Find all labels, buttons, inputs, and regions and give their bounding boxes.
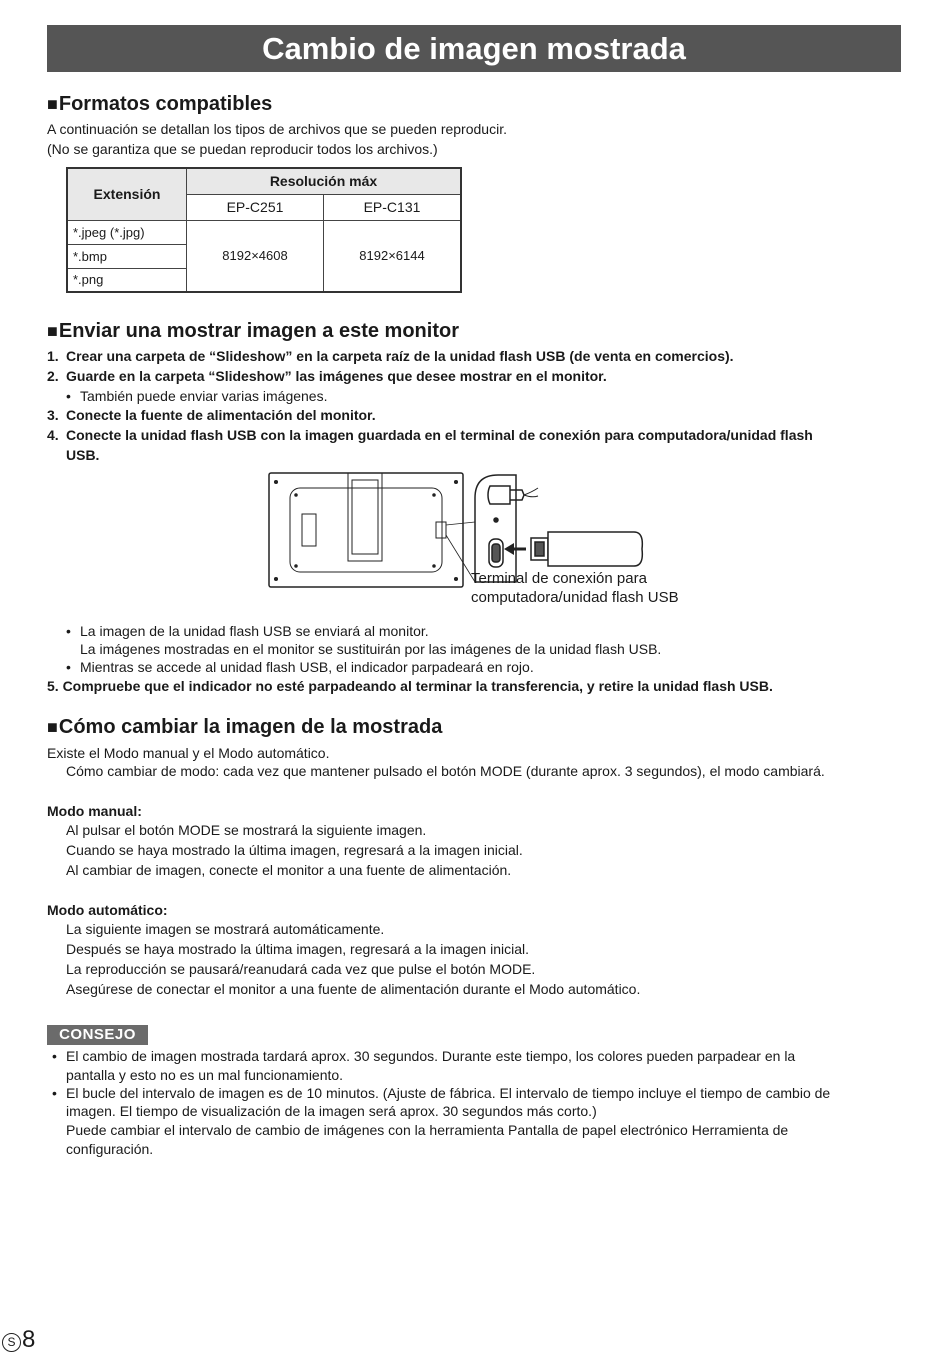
step-item: 5. Compruebe que el indicador no esté parpadeando al terminar la transferencia, y retire la unidad flash USB. (47, 678, 773, 694)
usb-flash-drive-icon (531, 532, 642, 566)
mode-line: La siguiente imagen se mostrará automáticamente. (66, 921, 385, 937)
language-mark: S (2, 1333, 21, 1352)
table-cell-resolution: 8192×6144 (324, 220, 462, 292)
table-cell-extension: *.png (67, 268, 187, 292)
table-cell-resolution: 8192×4608 (187, 220, 324, 292)
step-note (66, 386, 327, 406)
table-cell-extension: *.bmp (67, 244, 187, 268)
bullet: • (52, 1048, 57, 1064)
step-item (47, 425, 813, 445)
tip-text: El bucle del intervalo de imagen es de 10 minutos. (Ajuste de fábrica. El intervalo de tiempo incluye el tiempo de cambio de (66, 1085, 831, 1101)
paragraph: Cómo cambiar de modo: cada vez que mantener pulsado el botón MODE (durante aprox. 3 segundos), el modo cambiará. (66, 763, 825, 779)
note-item (66, 657, 534, 677)
note-text: La imagen de la unidad flash USB se enviará al monitor. (80, 623, 429, 639)
step-item (47, 346, 734, 366)
arrow-left-icon (504, 543, 526, 555)
mode-title-auto: Modo automático: (47, 902, 168, 918)
square-bullet-icon: ■ (47, 321, 58, 341)
mode-line: Al pulsar el botón MODE se mostrará la siguiente imagen. (66, 822, 427, 838)
figure-caption: computadora/unidad flash USB (471, 589, 679, 606)
section-heading-text: Cómo cambiar la imagen de la mostrada (58, 716, 443, 738)
section-heading-text: Formatos compatibles (58, 93, 273, 115)
page-title: Cambio de imagen mostrada (47, 25, 901, 72)
section-heading-formats (47, 93, 272, 116)
power-plug-icon (488, 486, 538, 504)
step-number: 4. (47, 427, 59, 443)
tip-text: El cambio de imagen mostrada tardará aprox. 30 segundos. Durante este tiempo, los colores pueden parpadear en la (66, 1048, 796, 1064)
bullet: • (66, 388, 71, 404)
page-number: 8 (22, 1326, 36, 1353)
step-text: Guarde en la carpeta “Slideshow” las imágenes que desee mostrar en el monitor. (66, 368, 607, 384)
table-header-resolution: Resolución máx (187, 168, 462, 194)
tip-text: configuración. (66, 1141, 154, 1157)
table-header-model: EP-C131 (324, 194, 462, 220)
mode-line: La reproducción se pausará/reanudará cada vez que pulse el botón MODE. (66, 961, 536, 977)
mode-title-manual: Modo manual: (47, 803, 142, 819)
note-item (66, 621, 429, 641)
step-text: Crear una carpeta de “Slideshow” en la carpeta raíz de la unidad flash USB (de venta en comercios). (66, 348, 734, 364)
mode-line: Al cambiar de imagen, conecte el monitor a una fuente de alimentación. (66, 862, 512, 878)
section-heading-change (47, 716, 442, 739)
table-header-model: EP-C251 (187, 194, 324, 220)
note-text: La imágenes mostradas en el monitor se sustituirán por las imágenes de la unidad flash USB. (80, 641, 662, 657)
table-header-extension: Extensión (67, 168, 187, 220)
square-bullet-icon: ■ (47, 717, 58, 737)
step-item (47, 405, 376, 425)
step-text: Conecte la unidad flash USB con la imagen guardada en el terminal de conexión para computadora/unidad flash (66, 427, 813, 443)
mode-line: Después se haya mostrado la última imagen, regresará a la imagen inicial. (66, 941, 530, 957)
table-cell-extension: *.jpeg (*.jpg) (67, 220, 187, 244)
tip-item (52, 1083, 830, 1103)
step-text-continued: USB. (66, 447, 100, 463)
tip-text: imagen. El tiempo de visualización de la imagen será aprox. 30 segundos más corto.) (66, 1103, 597, 1119)
monitor-back-icon (269, 473, 475, 587)
bullet: • (66, 623, 71, 639)
square-bullet-icon: ■ (47, 94, 58, 114)
step-text: Conecte la fuente de alimentación del monitor. (66, 407, 376, 423)
paragraph: A continuación se detallan los tipos de archivos que se pueden reproducir. (47, 121, 507, 137)
step-number: 1. (47, 348, 59, 364)
paragraph: Existe el Modo manual y el Modo automático. (47, 745, 330, 761)
section-heading-send (47, 320, 459, 343)
tip-item (52, 1046, 795, 1066)
step-number: 2. (47, 368, 59, 384)
step-item (47, 366, 607, 386)
paragraph: (No se garantiza que se puedan reproducir todos los archivos.) (47, 141, 438, 157)
step-number: 3. (47, 407, 59, 423)
tip-text: pantalla y esto no es un mal funcionamiento. (66, 1067, 344, 1083)
note-text: Mientras se accede al unidad flash USB, el indicador parpadeará en rojo. (80, 659, 534, 675)
mode-line: Cuando se haya mostrado la última imagen, regresará a la imagen inicial. (66, 842, 523, 858)
mode-line: Asegúrese de conectar el monitor a una fuente de alimentación durante el Modo automático. (66, 981, 641, 997)
figure-caption: Terminal de conexión para (471, 570, 647, 587)
bullet: • (52, 1085, 57, 1101)
tip-text: Puede cambiar el intervalo de cambio de imágenes con la herramienta Pantalla de papel electrónico Herramienta de (66, 1122, 789, 1138)
section-heading-text: Enviar una mostrar imagen a este monitor (58, 320, 459, 342)
step-note-text: También puede enviar varias imágenes. (80, 388, 328, 404)
bullet: • (66, 659, 71, 675)
formats-table (66, 167, 462, 293)
tip-badge: CONSEJO (47, 1025, 148, 1045)
